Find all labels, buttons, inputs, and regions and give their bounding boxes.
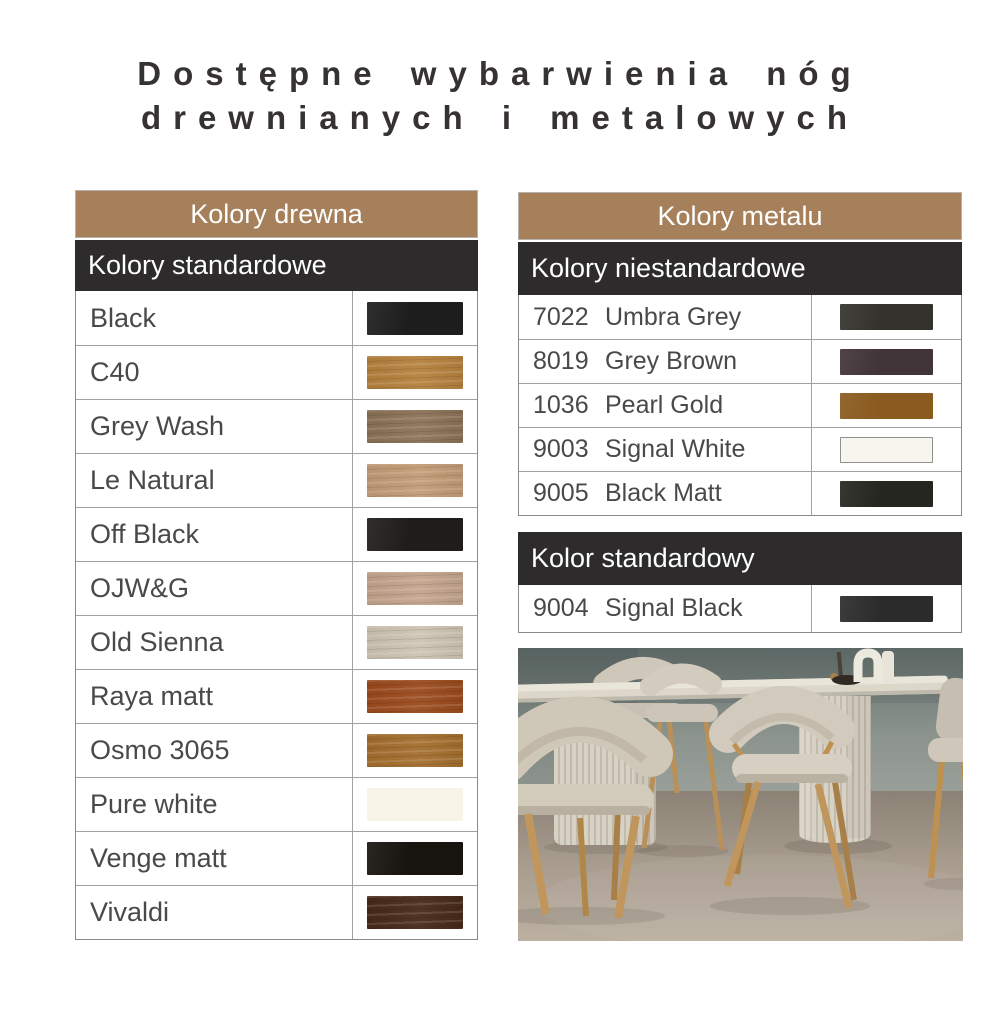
metal-colors-table bbox=[518, 192, 962, 633]
wood-swatch-cell bbox=[352, 778, 477, 831]
table-row bbox=[76, 399, 477, 453]
table-row bbox=[76, 885, 477, 939]
metal-nonstandard-subheader: Kolory niestandardowe bbox=[518, 242, 962, 295]
table-row bbox=[76, 615, 477, 669]
wood-color-swatch bbox=[367, 572, 463, 605]
wood-swatch-cell bbox=[352, 400, 477, 453]
table-row bbox=[76, 723, 477, 777]
metal-color-label bbox=[519, 340, 811, 383]
table-row bbox=[519, 471, 961, 515]
wood-color-name: Osmo 3065 bbox=[90, 735, 230, 765]
wood-color-name: Le Natural bbox=[90, 465, 215, 495]
metal-color-code: 9004 bbox=[533, 594, 589, 622]
table-row bbox=[76, 291, 477, 345]
metal-color-name: Black Matt bbox=[605, 479, 722, 507]
table-row bbox=[519, 585, 961, 632]
table-row bbox=[519, 383, 961, 427]
wood-swatch-cell bbox=[352, 454, 477, 507]
wood-color-swatch bbox=[367, 842, 463, 875]
wood-swatch-cell bbox=[352, 670, 477, 723]
metal-color-label bbox=[519, 472, 811, 515]
wood-color-swatch bbox=[367, 518, 463, 551]
wood-color-name: Pure white bbox=[90, 789, 218, 819]
table-row bbox=[519, 427, 961, 471]
page-title-line2: drewnianych i metalowych bbox=[140, 99, 860, 136]
metal-color-name: Pearl Gold bbox=[605, 391, 724, 419]
wood-swatch-cell bbox=[352, 346, 477, 399]
wood-color-name: Venge matt bbox=[90, 843, 227, 873]
wood-color-swatch bbox=[367, 626, 463, 659]
metal-swatch-cell bbox=[811, 472, 961, 515]
wood-color-name: Old Sienna bbox=[90, 627, 224, 657]
wood-table-subheader: Kolory standardowe bbox=[75, 240, 478, 291]
table-row bbox=[76, 777, 477, 831]
metal-swatch-cell bbox=[811, 428, 961, 471]
table-row bbox=[76, 453, 477, 507]
table-row bbox=[519, 295, 961, 339]
wood-swatch-cell bbox=[352, 508, 477, 561]
table-row bbox=[76, 831, 477, 885]
cylinder-vase bbox=[882, 651, 894, 683]
wood-swatch-cell bbox=[352, 724, 477, 777]
metal-color-label bbox=[519, 295, 811, 339]
metal-color-swatch bbox=[840, 437, 933, 463]
metal-color-label bbox=[519, 585, 811, 632]
metal-swatch-cell bbox=[811, 340, 961, 383]
wood-table-rows bbox=[75, 291, 478, 940]
wood-color-name: C40 bbox=[90, 357, 140, 387]
metal-color-code: 1036 bbox=[533, 391, 589, 419]
metal-color-name: Umbra Grey bbox=[605, 302, 742, 331]
metal-color-code: 9003 bbox=[533, 435, 589, 463]
wood-colors-table bbox=[75, 190, 478, 940]
wood-swatch-cell bbox=[352, 562, 477, 615]
table-row bbox=[76, 507, 477, 561]
wood-color-swatch bbox=[367, 410, 463, 443]
metal-table-header: Kolory metalu bbox=[518, 192, 962, 240]
wood-swatch-cell bbox=[352, 886, 477, 939]
wood-color-name: Vivaldi bbox=[90, 897, 170, 927]
metal-color-swatch bbox=[840, 596, 933, 622]
metal-standard-rows bbox=[518, 585, 962, 633]
metal-color-swatch bbox=[840, 481, 933, 507]
lifestyle-photo bbox=[518, 648, 963, 941]
wood-swatch-cell bbox=[352, 291, 477, 345]
metal-color-swatch bbox=[840, 349, 933, 375]
metal-color-swatch bbox=[840, 393, 933, 419]
table-row bbox=[76, 561, 477, 615]
wood-swatch-cell bbox=[352, 832, 477, 885]
metal-color-label bbox=[519, 384, 811, 427]
dining-scene-illustration bbox=[518, 648, 963, 941]
wood-color-swatch bbox=[367, 896, 463, 929]
metal-standard-subheader: Kolor standardowy bbox=[518, 532, 962, 585]
wood-color-swatch bbox=[367, 788, 463, 821]
metal-color-name: Signal White bbox=[605, 435, 746, 463]
metal-color-code: 9005 bbox=[533, 479, 589, 507]
wood-color-swatch bbox=[367, 464, 463, 497]
metal-color-name: Grey Brown bbox=[605, 347, 737, 375]
metal-color-swatch bbox=[840, 304, 933, 330]
table-row bbox=[76, 669, 477, 723]
metal-color-code: 7022 bbox=[533, 302, 589, 331]
table-row bbox=[76, 345, 477, 399]
wood-color-swatch bbox=[367, 680, 463, 713]
wood-color-name: OJW&G bbox=[90, 573, 189, 603]
metal-swatch-cell bbox=[811, 295, 961, 339]
metal-color-name: Signal Black bbox=[605, 594, 743, 622]
metal-swatch-cell bbox=[811, 585, 961, 632]
metal-swatch-cell bbox=[811, 384, 961, 427]
table-row bbox=[519, 339, 961, 383]
wood-color-name: Grey Wash bbox=[90, 411, 225, 441]
wood-color-name: Raya matt bbox=[90, 681, 214, 711]
wood-color-name: Off Black bbox=[90, 519, 200, 549]
wood-table-header: Kolory drewna bbox=[75, 190, 478, 238]
wood-color-swatch bbox=[367, 302, 463, 335]
wood-color-name: Black bbox=[90, 302, 157, 333]
metal-nonstandard-rows bbox=[518, 295, 962, 516]
page-title bbox=[0, 52, 1000, 140]
page-title-line1: Dostępne wybarwienia nóg bbox=[137, 55, 863, 92]
wood-color-swatch bbox=[367, 356, 463, 389]
wood-swatch-cell bbox=[352, 616, 477, 669]
metal-color-code: 8019 bbox=[533, 347, 589, 375]
metal-color-label bbox=[519, 428, 811, 471]
vase-and-bowl bbox=[830, 651, 894, 685]
wood-color-swatch bbox=[367, 734, 463, 767]
